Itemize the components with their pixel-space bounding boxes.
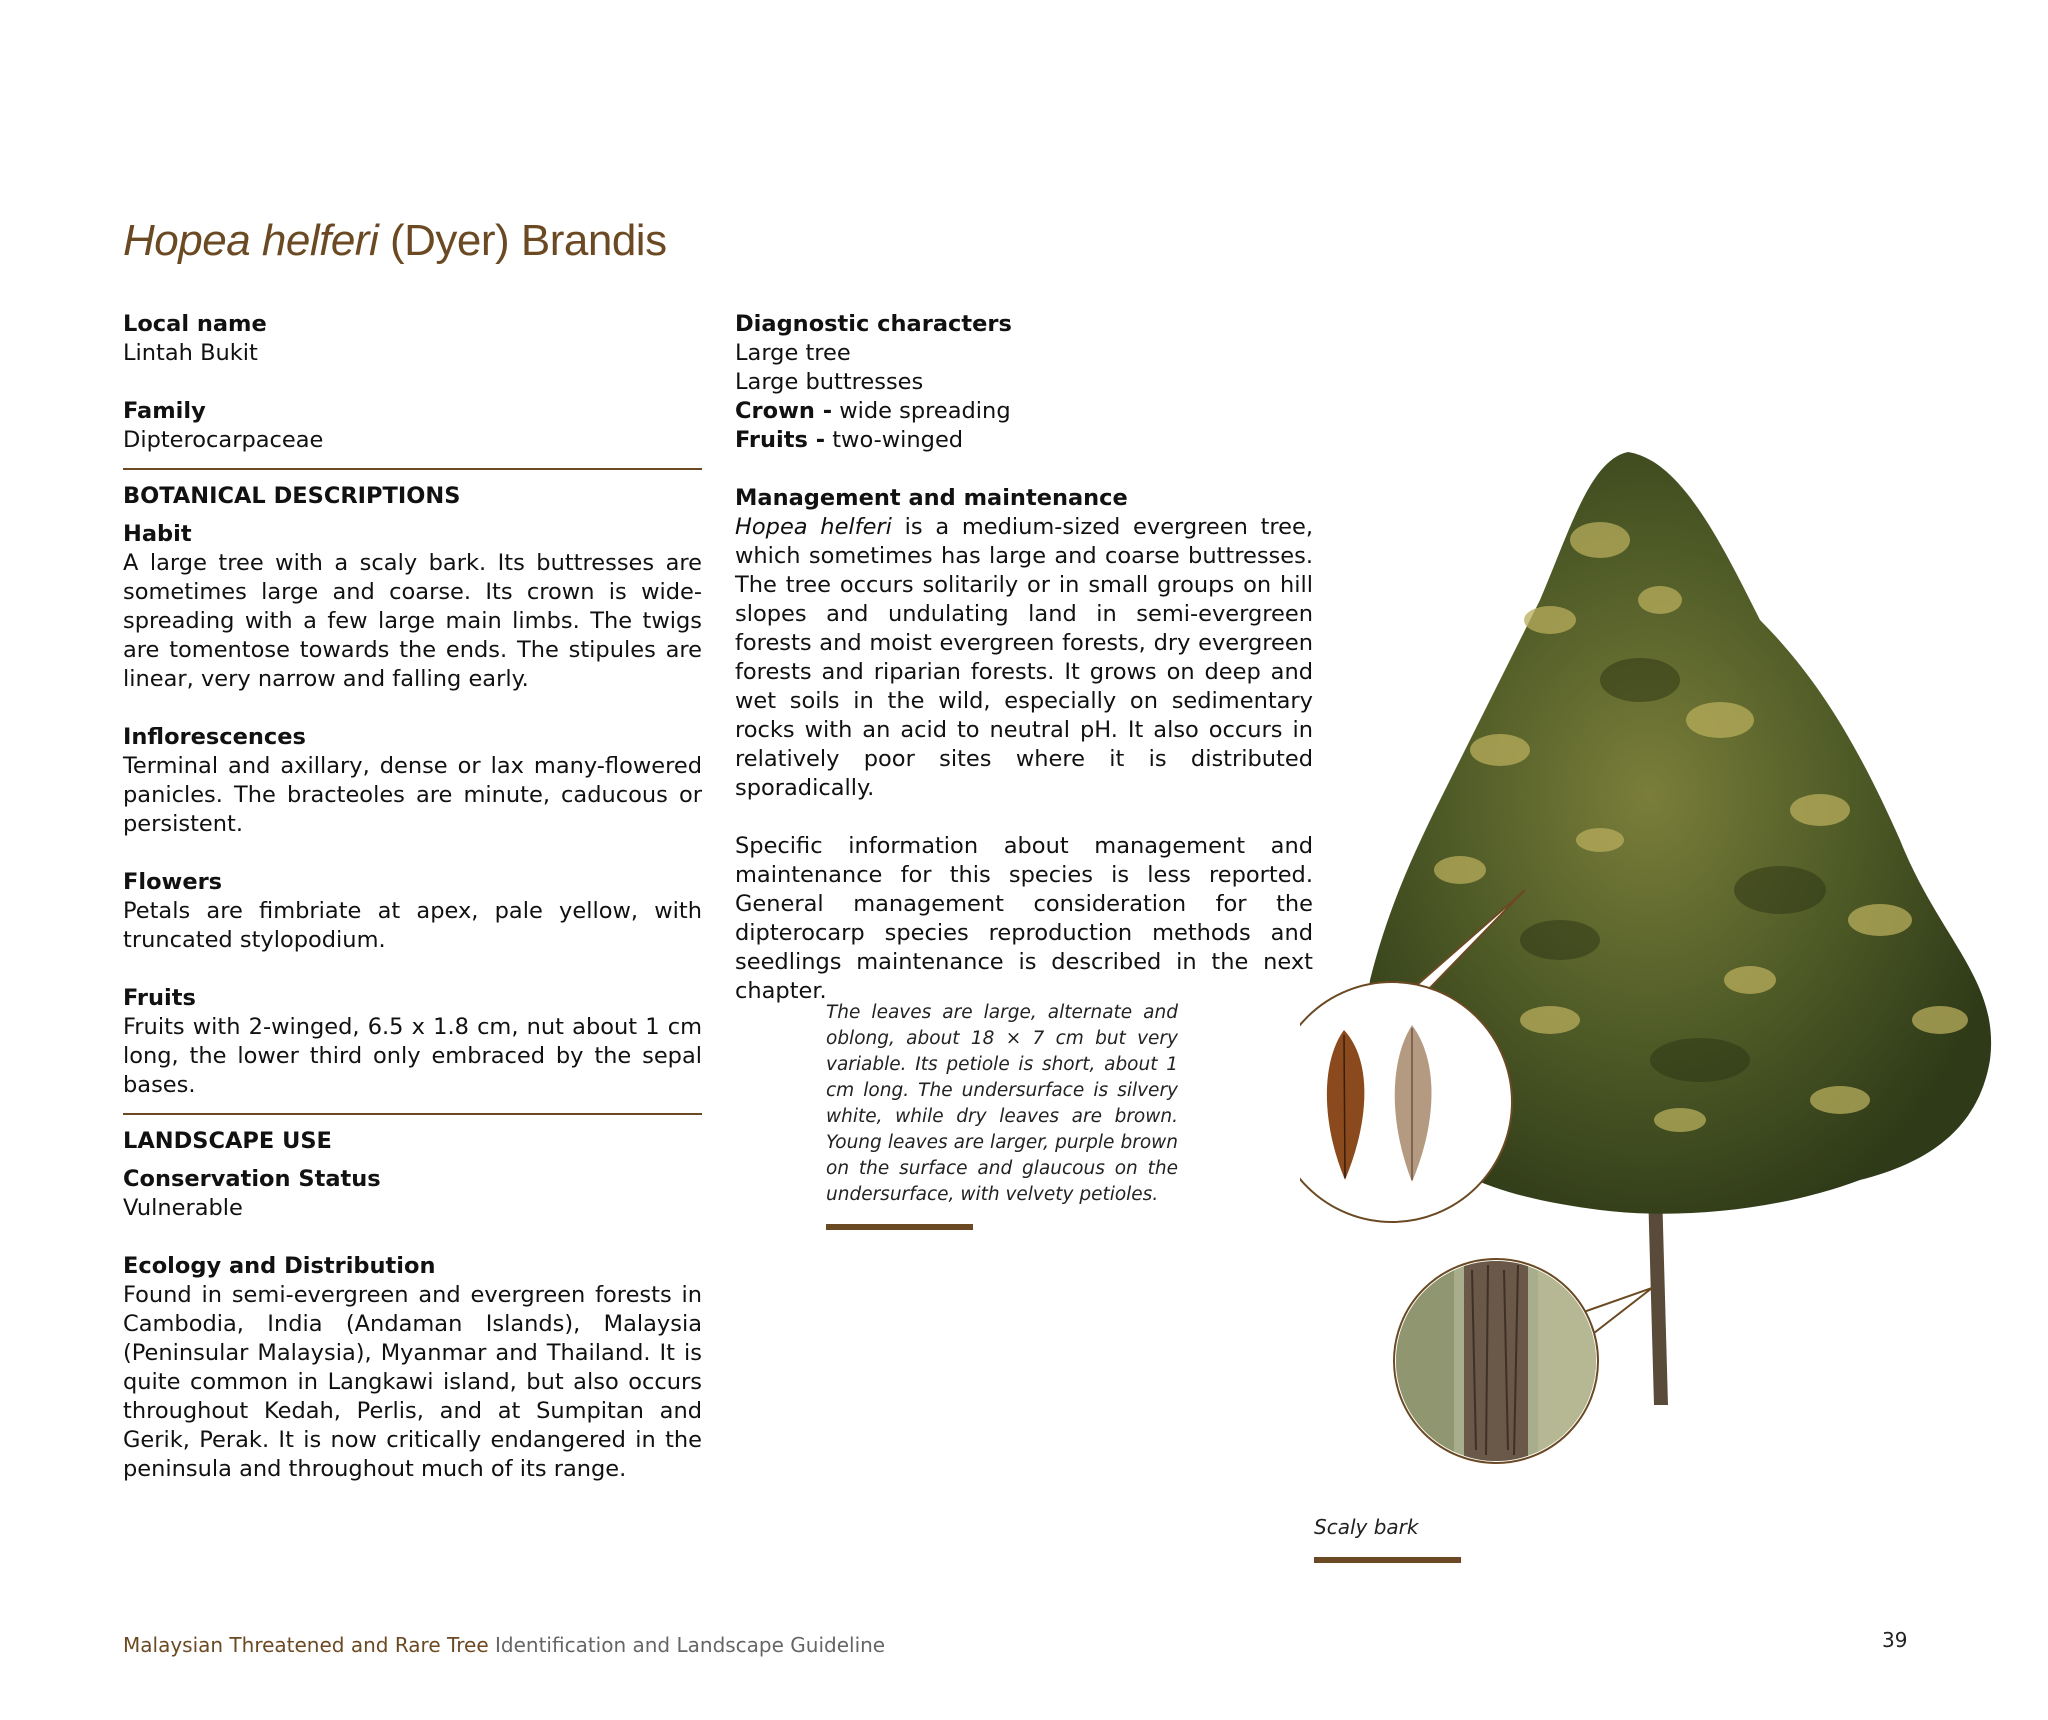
left-column — [123, 310, 702, 1484]
management-paragraph-1 — [735, 513, 1313, 803]
botanical-heading: BOTANICAL DESCRIPTIONS — [123, 483, 461, 509]
middle-column — [735, 310, 1313, 1006]
management-heading: Management and maintenance — [735, 485, 1128, 511]
diagnostic-item: Large buttresses — [735, 369, 924, 395]
page-number: 39 — [1882, 1628, 1908, 1652]
footer-series: Malaysian Threatened and Rare Tree — [123, 1633, 489, 1657]
spacer — [123, 955, 702, 984]
spacer — [123, 839, 702, 868]
habit-heading: Habit — [123, 521, 192, 547]
bark-caption-bar — [1314, 1557, 1461, 1563]
habit-text: A large tree with a scaly bark. Its buttresses are sometimes large and coarse. Its crown is wide-spreading with a few large main limbs. The twigs are tomentose towards the ends. The stipules are linear, very narrow and falling early. — [123, 550, 702, 692]
fruits-heading: Fruits — [123, 985, 196, 1011]
diagnostic-item: Large tree — [735, 340, 851, 366]
tree-illustration — [1300, 420, 2048, 1540]
fruits-text: Fruits with 2-winged, 6.5 x 1.8 cm, nut about 1 cm long, the lower third only embraced by the sepal bases. — [123, 1014, 702, 1098]
diagnostic-item — [735, 426, 1313, 455]
diagnostic-item — [735, 397, 1313, 426]
section-divider — [123, 468, 702, 470]
section-divider — [123, 1113, 702, 1115]
local-name-heading: Local name — [123, 311, 267, 337]
flowers-text: Petals are fimbriate at apex, pale yellow, with truncated stylopodium. — [123, 898, 702, 953]
diagnostic-value: wide spreading — [832, 398, 1011, 424]
ecology-text: Found in semi-evergreen and evergreen forests in Cambodia, India (Andaman Islands), Malaysia (Peninsular Malaysia), Myanmar and Thailand. It is quite common in Langkawi island, but also occurs throughout Kedah, Perlis, and at Sumpitan and Gerik, Perak. It is now critically endangered in the peninsula and throughout much of its range. — [123, 1282, 702, 1482]
ecology-heading: Ecology and Distribution — [123, 1253, 436, 1279]
landscape-heading: LANDSCAPE USE — [123, 1128, 332, 1154]
species-name: Hopea helferi — [123, 216, 379, 265]
family-value: Dipterocarpaceae — [123, 427, 324, 453]
species-authority: (Dyer) Brandis — [378, 216, 667, 265]
local-name-value: Lintah Bukit — [123, 340, 258, 366]
flowers-heading: Flowers — [123, 869, 223, 895]
leaf-caption: The leaves are large, alternate and oblong, about 18 × 7 cm but very variable. Its petiole is short, about 1 cm long. The undersurface is silvery white, while dry leaves are brown. Young leaves are larger, purple brown on the surface and glaucous on the undersurface, with velvety petioles. — [826, 1002, 1178, 1205]
leaf-caption-bar — [826, 1224, 973, 1230]
management-text: is a medium-sized evergreen tree, which sometimes has large and coarse buttresses. The tree occurs solitarily or in small groups on hill slopes and undulating land in semi-evergreen forests and moist evergreen forests, dry evergreen forests and riparian forests. It grows on deep and wet soils in the wild, especially on sedimentary rocks with an acid to neutral pH. It also occurs in relatively poor sites where it is distributed sporadically. — [735, 514, 1314, 801]
conservation-heading: Conservation Status — [123, 1166, 381, 1192]
spacer — [735, 803, 1313, 832]
diagnostic-heading: Diagnostic characters — [735, 311, 1012, 337]
footer-subtitle: Identification and Landscape Guideline — [488, 1633, 886, 1657]
diagnostic-value: two-winged — [825, 427, 964, 453]
page-title — [123, 216, 667, 266]
spacer — [735, 455, 1313, 484]
inflorescences-text: Terminal and axillary, dense or lax many-flowered panicles. The bracteoles are minute, caducous or persistent. — [123, 753, 702, 837]
bark-caption: Scaly bark — [1314, 1515, 1419, 1539]
tree-trunk — [1648, 1190, 1668, 1405]
diagnostic-label: Fruits - — [735, 427, 826, 453]
conservation-value: Vulnerable — [123, 1195, 243, 1221]
family-heading: Family — [123, 398, 206, 424]
spacer — [123, 1223, 702, 1252]
management-paragraph-2: Specific information about management and maintenance for this species is less reported. General management consideration for the dipterocarp species reproduction methods and seedlings maintenance is described in the next chapter. — [735, 833, 1313, 1004]
inflorescences-heading: Inflorescences — [123, 724, 306, 750]
diagnostic-label: Crown - — [735, 398, 833, 424]
species-mention: Hopea helferi — [735, 514, 892, 540]
page-footer — [123, 1633, 885, 1657]
spacer — [123, 368, 702, 397]
spacer — [123, 694, 702, 723]
